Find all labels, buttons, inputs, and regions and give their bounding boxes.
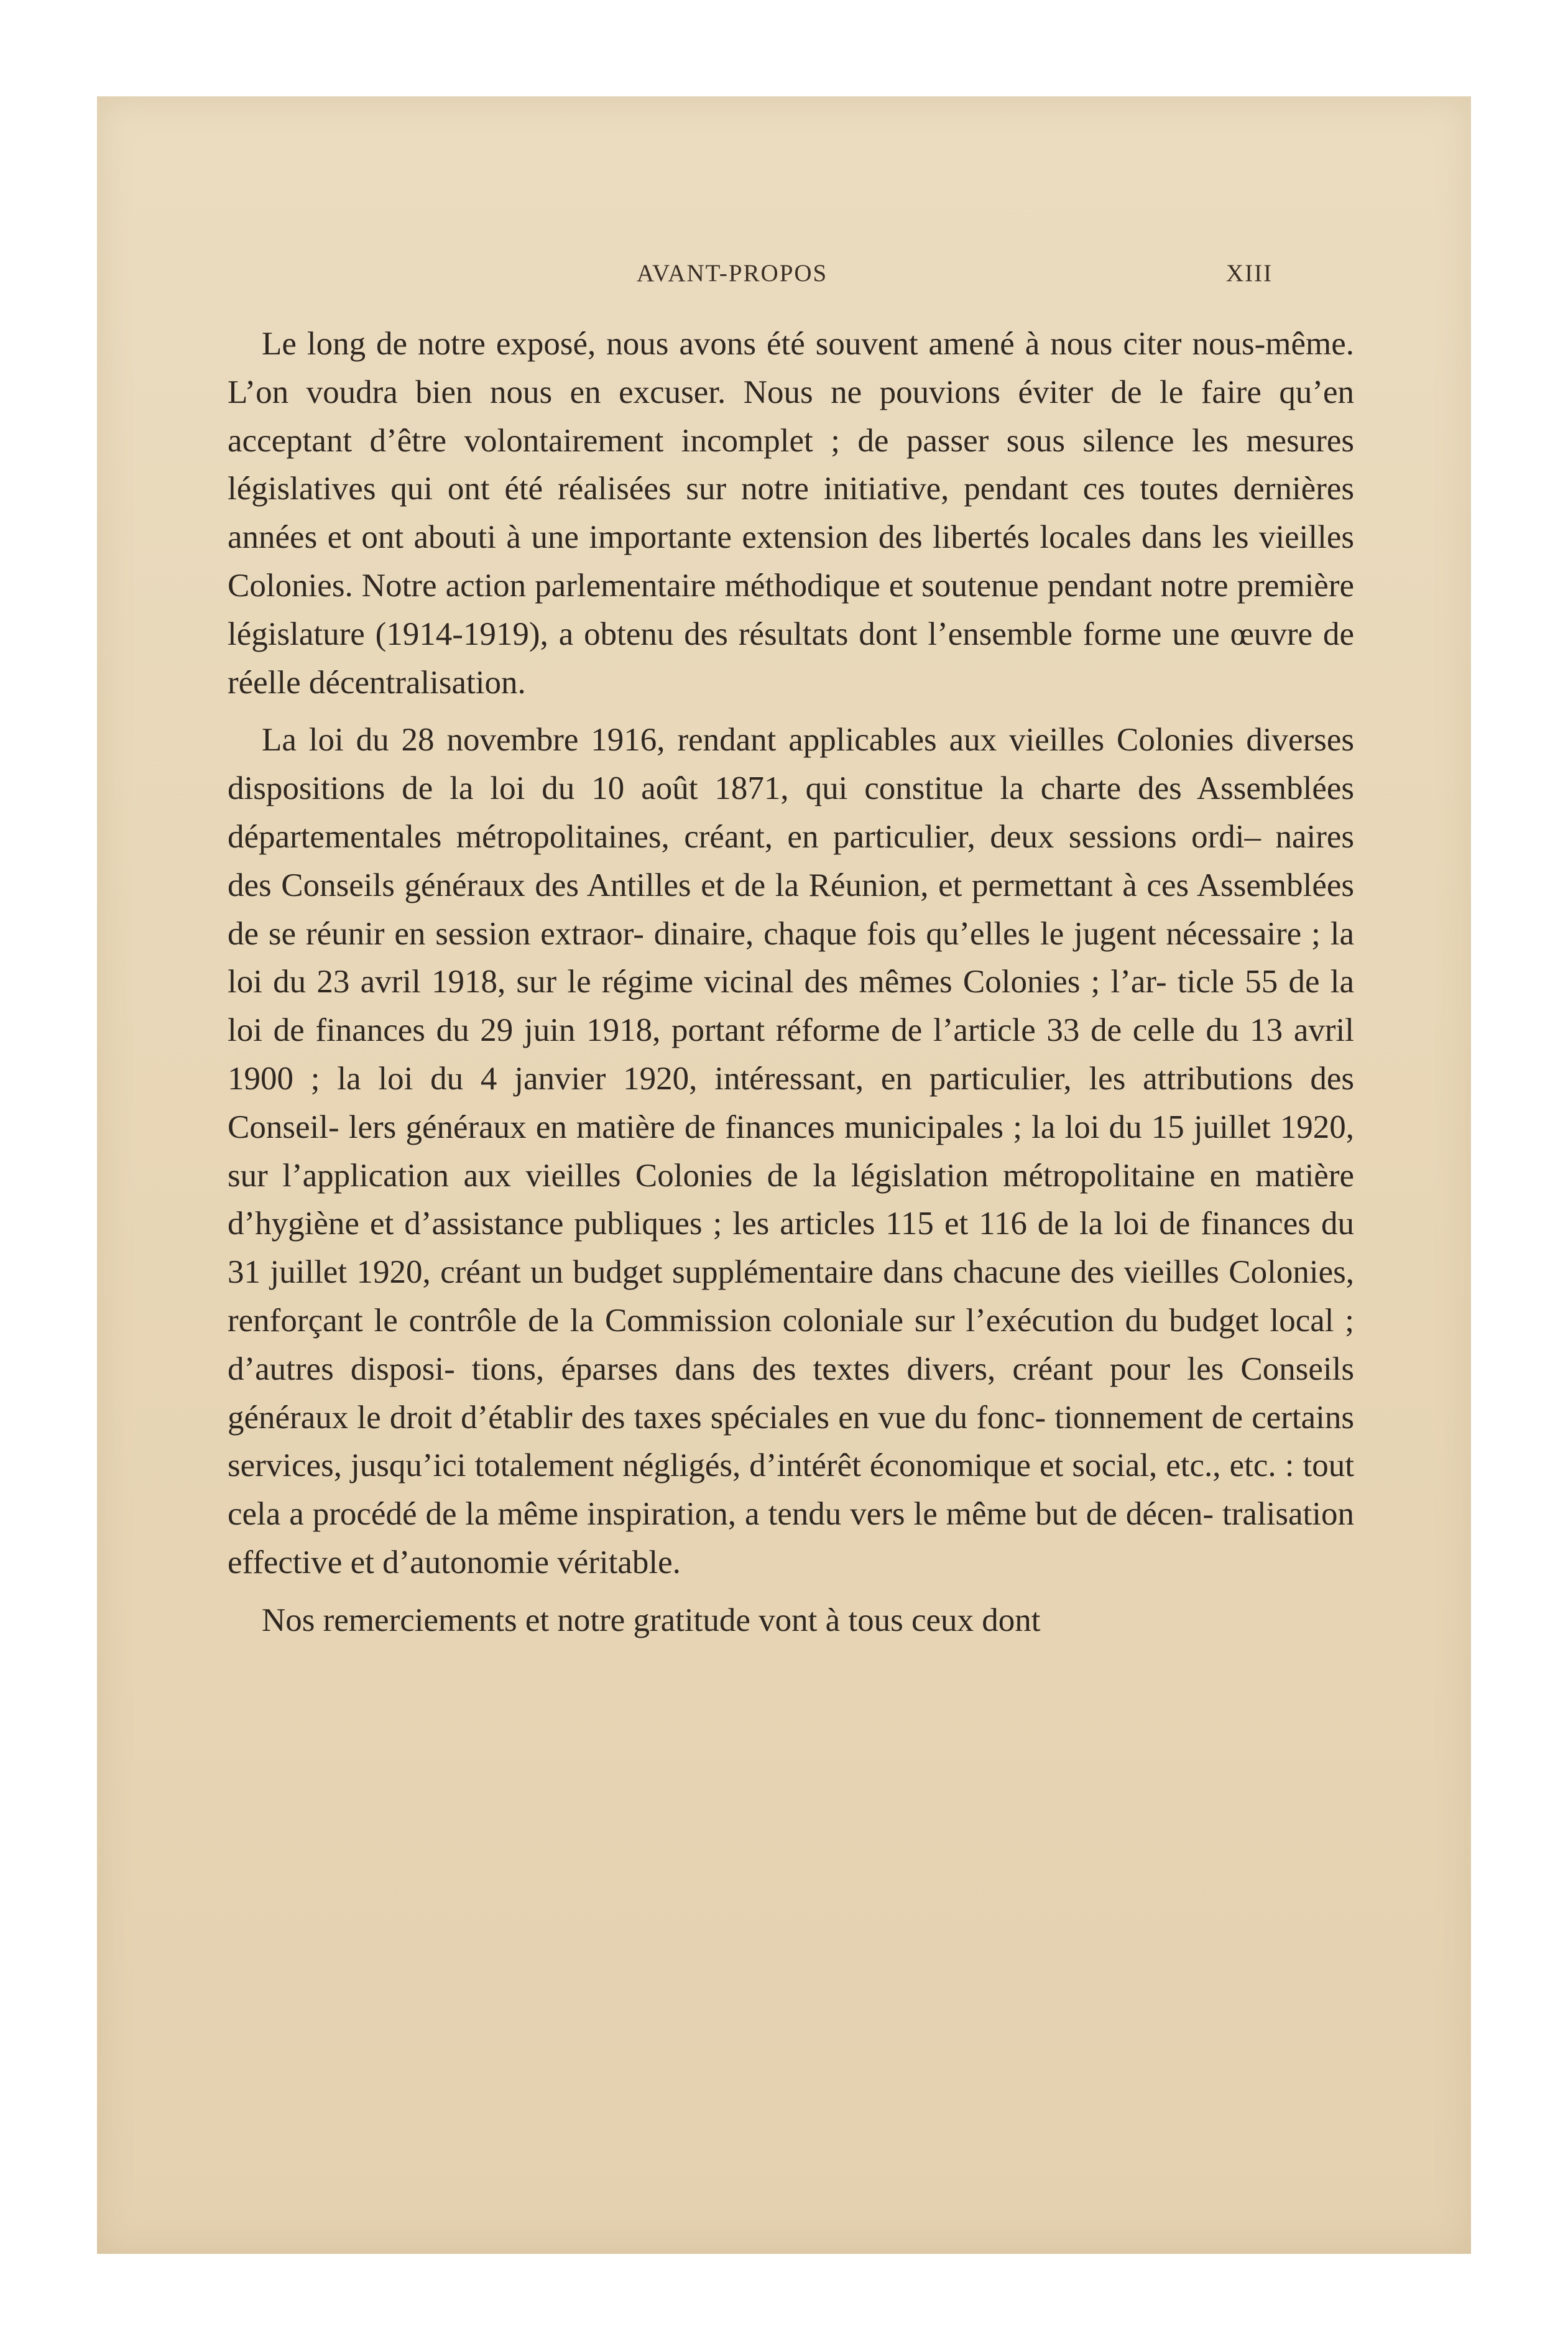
page-header [97,259,1471,297]
page-number: XIII [1226,260,1273,287]
running-title: AVANT-PROPOS [637,260,828,287]
body-text [228,320,1354,1654]
paragraph-1: Le long de notre exposé, nous avons été souvent amené à nous citer nous-même. L’on voudra bien nous en excuser. Nous ne pouvions éviter de le faire qu’en acceptant d’être volontairement incomplet ; de passer sous silence les mesures législatives qui ont été réalisées sur notre initiative, pendant ces toutes dernières années et ont abouti à une importante extension des libertés locales dans les vieilles Colonies. Notre action parlementaire méthodique et soutenue pendant notre première législature (1914-1919), a obtenu des résultats dont l’ensemble forme une œuvre de réelle décentralisation. [228,326,1354,701]
book-page [97,96,1471,2254]
paragraph-3: Nos remerciements et notre gratitude vont à tous ceux dont [262,1602,1041,1638]
paragraph-2: La loi du 28 novembre 1916, rendant applicables aux vieilles Colonies diverses dispositions de la loi du 10 août 1871, qui constitue la charte des Assemblées départementales métropolitaines, créant, en particulier, deux sessions ordi– naires des Conseils généraux des Antilles et de la Réunion, et permettant à ces Assemblées de se réunir en session extraor- dinaire, chaque fois qu’elles le jugent nécessaire ; la loi du 23 avril 1918, sur le régime vicinal des mêmes Colonies ; l’ar- ticle 55 de la loi de finances du 29 juin 1918, portant réforme de l’article 33 de celle du 13 avril 1900 ; la loi du 4 janvier 1920, intéressant, en particulier, les attributions des Conseil- lers généraux en matière de finances municipales ; la loi du 15 juillet 1920, sur l’application aux vieilles Colonies de la législation métropolitaine en matière d’hygiène et d’assistance publiques ; les articles 115 et 116 de la loi de finances du 31 juillet 1920, créant un budget supplémentaire dans chacune des vieilles Colonies, renforçant le contrôle de la Commission coloniale sur l’exécution du budget local ; d’autres disposi- tions, éparses dans des textes divers, créant pour les Conseils généraux le droit d’établir des taxes spéciales en vue du fonc- tionnement de certains services, jusqu’ici totalement négligés, d’intérêt économique et social, etc., etc. : tout cela a procédé de la même inspiration, a tendu vers le même but de décen- tralisation effective et d’autonomie véritable. [228,722,1354,1581]
